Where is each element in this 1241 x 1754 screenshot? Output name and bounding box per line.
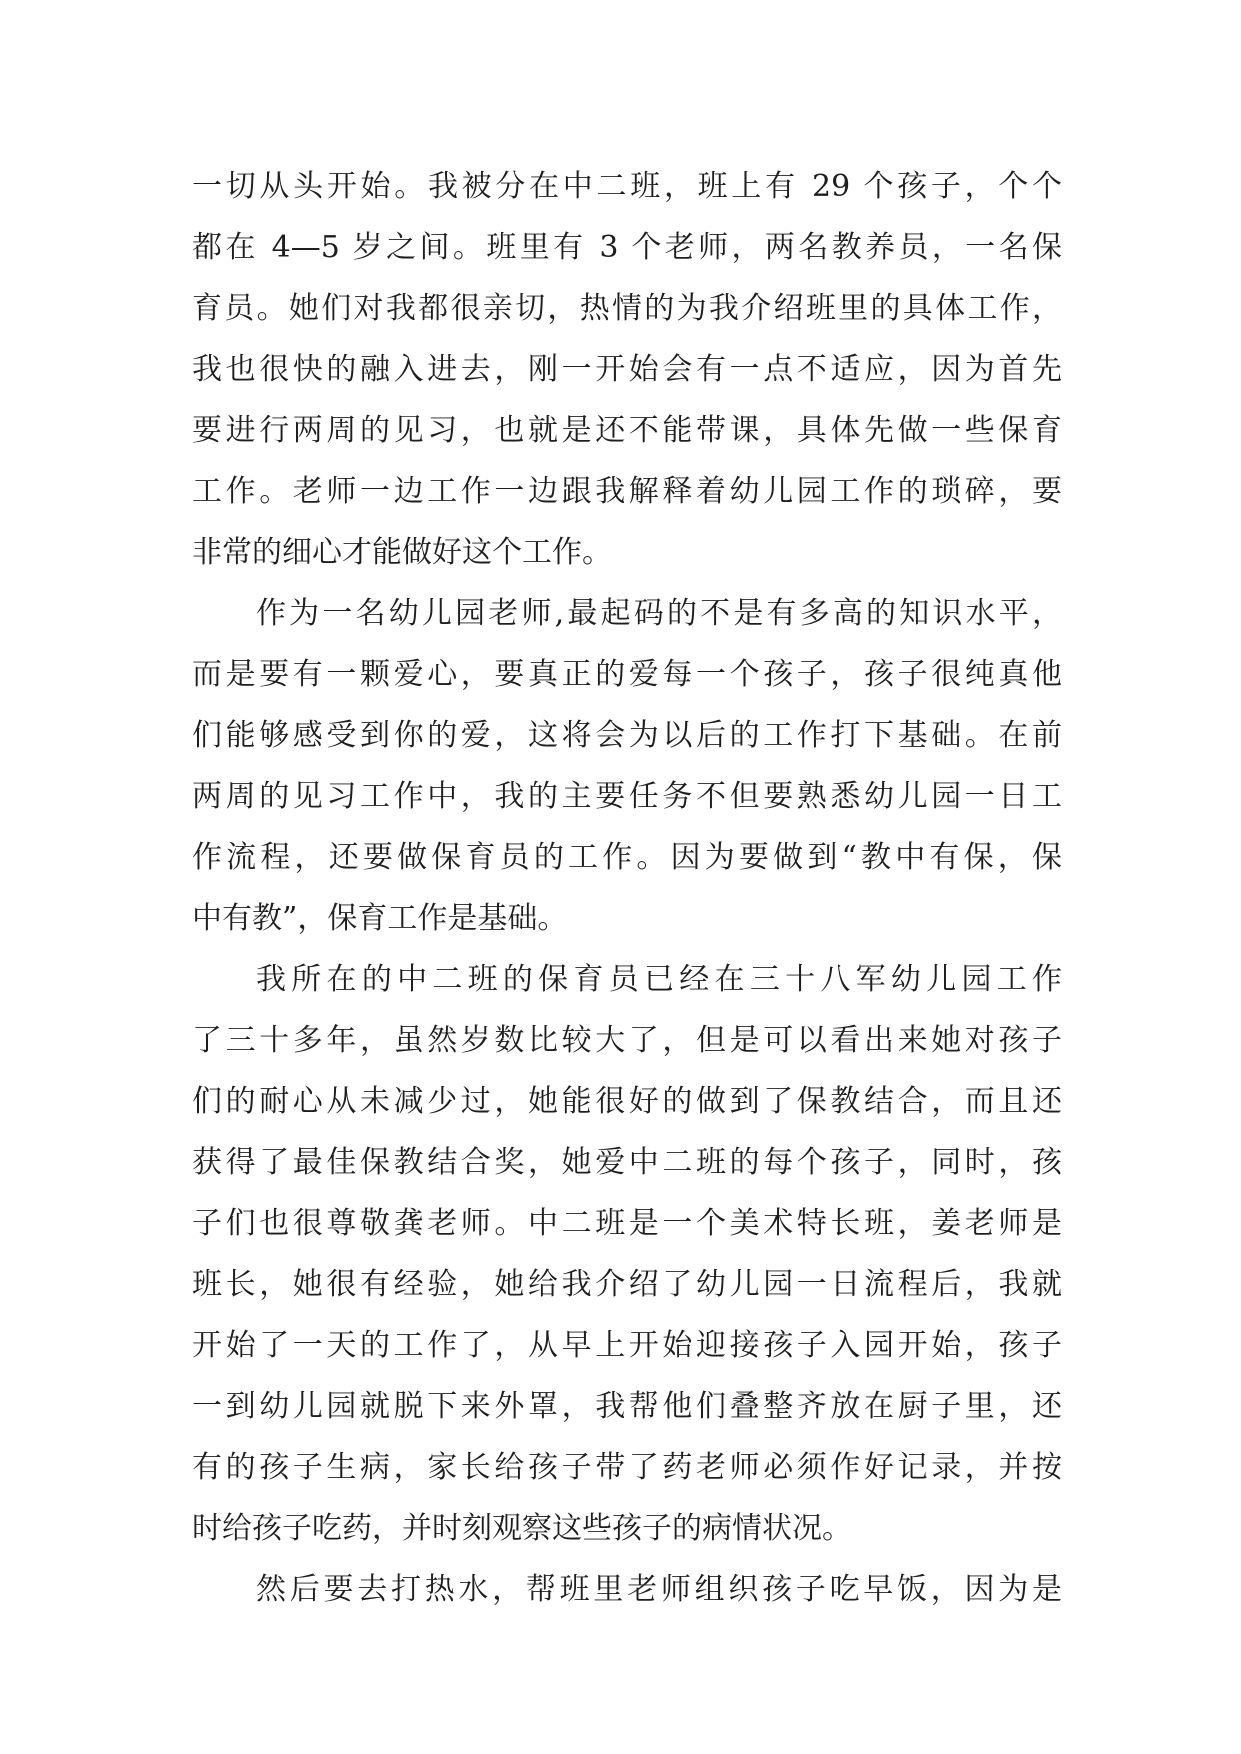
text-line: 一到幼儿园就脱下来外罩，我帮他们叠整齐放在厨子里，还 [192, 1389, 1062, 1424]
text-line: 而是要有一颗爱心，要真正的爱每一个孩子，孩子很纯真他 [192, 657, 1062, 692]
text-line: 作流程，还要做保育员的工作。因为要做到“教中有保，保 [192, 840, 1062, 875]
text-line: 工作。老师一边工作一边跟我解释着幼儿园工作的琐碎，要 [192, 474, 1062, 509]
text-line: 两周的见习工作中，我的主要任务不但要熟悉幼儿园一日工 [192, 779, 1062, 814]
text-line: 非常的细心才能做好这个工作。 [192, 535, 612, 570]
text-line: 班长，她很有经验，她给我介绍了幼儿园一日流程后，我就 [192, 1267, 1062, 1302]
text-line: 子们也很尊敬龚老师。中二班是一个美术特长班，姜老师是 [192, 1206, 1062, 1241]
text-line: 中有教”，保育工作是基础。 [192, 901, 568, 936]
text-line: 要进行两周的见习，也就是还不能带课，具体先做一些保育 [192, 413, 1062, 448]
text-line: 们能够感受到你的爱，这将会为以后的工作打下基础。在前 [192, 718, 1062, 753]
text-line: 育员。她们对我都很亲切，热情的为我介绍班里的具体工作， [192, 291, 1062, 326]
text-line: 获得了最佳保教结合奖，她爱中二班的每个孩子，同时，孩 [192, 1145, 1062, 1180]
paragraph-start-line: 然后要去打热水，帮班里老师组织孩子吃早饭，因为是 [256, 1572, 1062, 1607]
text-line: 开始了一天的工作了，从早上开始迎接孩子入园开始，孩子 [192, 1328, 1062, 1363]
text-line: 有的孩子生病，家长给孩子带了药老师必须作好记录，并按 [192, 1450, 1062, 1485]
text-line: 时给孩子吃药，并时刻观察这些孩子的病情状况。 [192, 1511, 852, 1546]
text-line: 一切从头开始。我被分在中二班，班上有 29 个孩子，个个 [192, 169, 1062, 204]
paragraph-start-line: 作为一名幼儿园老师,最起码的不是有多高的知识水平， [256, 596, 1062, 631]
text-line: 们的耐心从未减少过，她能很好的做到了保教结合，而且还 [192, 1084, 1062, 1119]
text-line: 都在 4—5 岁之间。班里有 3 个老师，两名教养员，一名保 [192, 230, 1062, 265]
text-line: 了三十多年，虽然岁数比较大了，但是可以看出来她对孩子 [192, 1023, 1062, 1058]
text-line: 我也很快的融入进去，刚一开始会有一点不适应，因为首先 [192, 352, 1062, 387]
paragraph-start-line: 我所在的中二班的保育员已经在三十八军幼儿园工作 [256, 962, 1062, 997]
document-body [192, 156, 1062, 1620]
